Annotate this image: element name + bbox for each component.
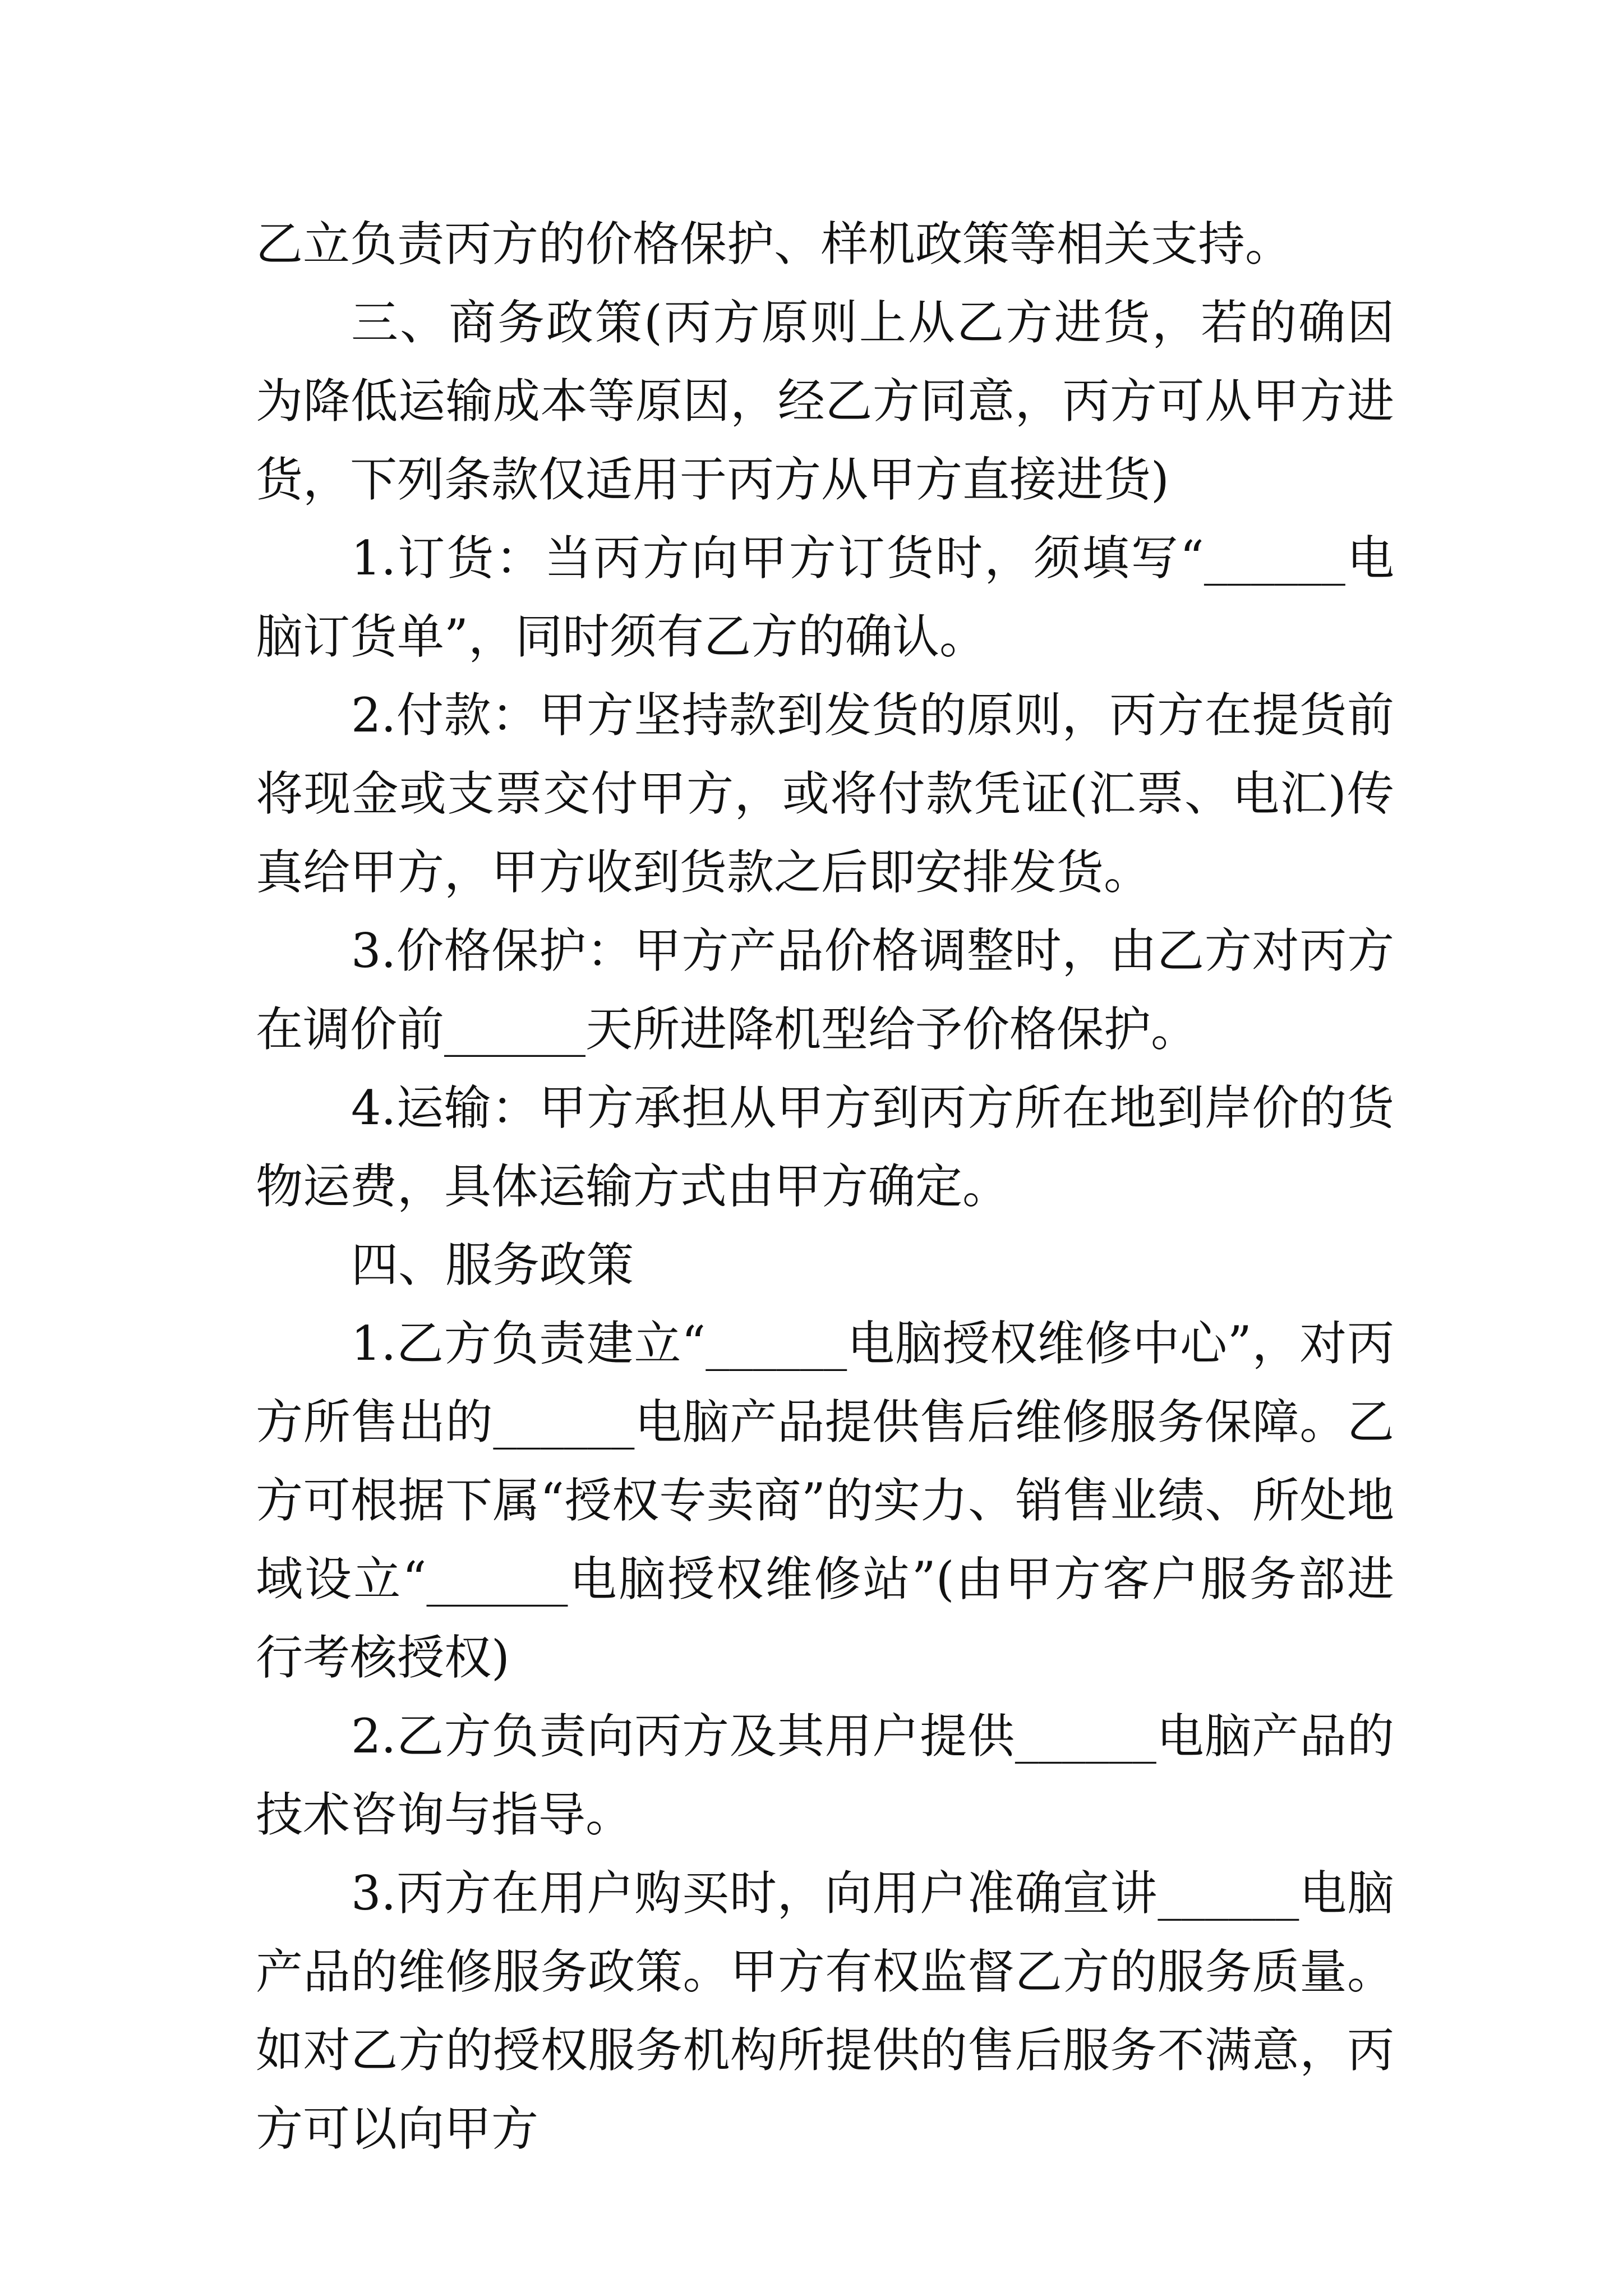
paragraph-price-protection: 3.价格保护：甲方产品价格调整时，由乙方对丙方在调价前______天所进降机型给予价格保护。 — [256, 923, 1394, 1057]
paragraph-repair-center: 1.乙方负责建立“______电脑授权维修中心”，对丙方所售出的______电脑产品提供售后维修服务保障。乙方可根据下属“授权专卖商”的实力、销售业绩、所处地域设立“______电脑授权维修站”(由甲方客户服务部进行考核授权) — [256, 1316, 1394, 1685]
paragraph-service-policy-explanation: 3.丙方在用户购买时，向用户准确宣讲______电脑产品的维修服务政策。甲方有权监督乙方的服务质量。如对乙方的授权服务机构所提供的售后服务不满意，丙方可以向甲方 — [256, 1866, 1394, 2156]
section-heading-business-policy: 三、商务政策(丙方原则上从乙方进货，若的确因为降低运输成本等原因，经乙方同意，丙方可从甲方进货，下列条款仅适用于丙方从甲方直接进货) — [256, 295, 1394, 507]
paragraph-transport: 4.运输：甲方承担从甲方到丙方所在地到岸价的货物运费，具体运输方式由甲方确定。 — [256, 1080, 1394, 1214]
paragraph-ordering: 1.订货：当丙方向甲方订货时，须填写“______电脑订货单”，同时须有乙方的确认。 — [256, 531, 1394, 664]
section-heading-service-policy: 四、服务政策 — [351, 1237, 634, 1292]
paragraph-technical-consulting: 2.乙方负责向丙方及其用户提供______电脑产品的技术咨询与指导。 — [256, 1709, 1394, 1842]
document-page — [256, 205, 1394, 2168]
paragraph-payment: 2.付款：甲方坚持款到发货的原则，丙方在提货前将现金或支票交付甲方，或将付款凭证(汇票、电汇)传真给甲方，甲方收到货款之后即安排发货。 — [256, 688, 1394, 900]
paragraph-price-support: 乙立负责丙方的价格保护、样机政策等相关支持。 — [256, 217, 1293, 272]
